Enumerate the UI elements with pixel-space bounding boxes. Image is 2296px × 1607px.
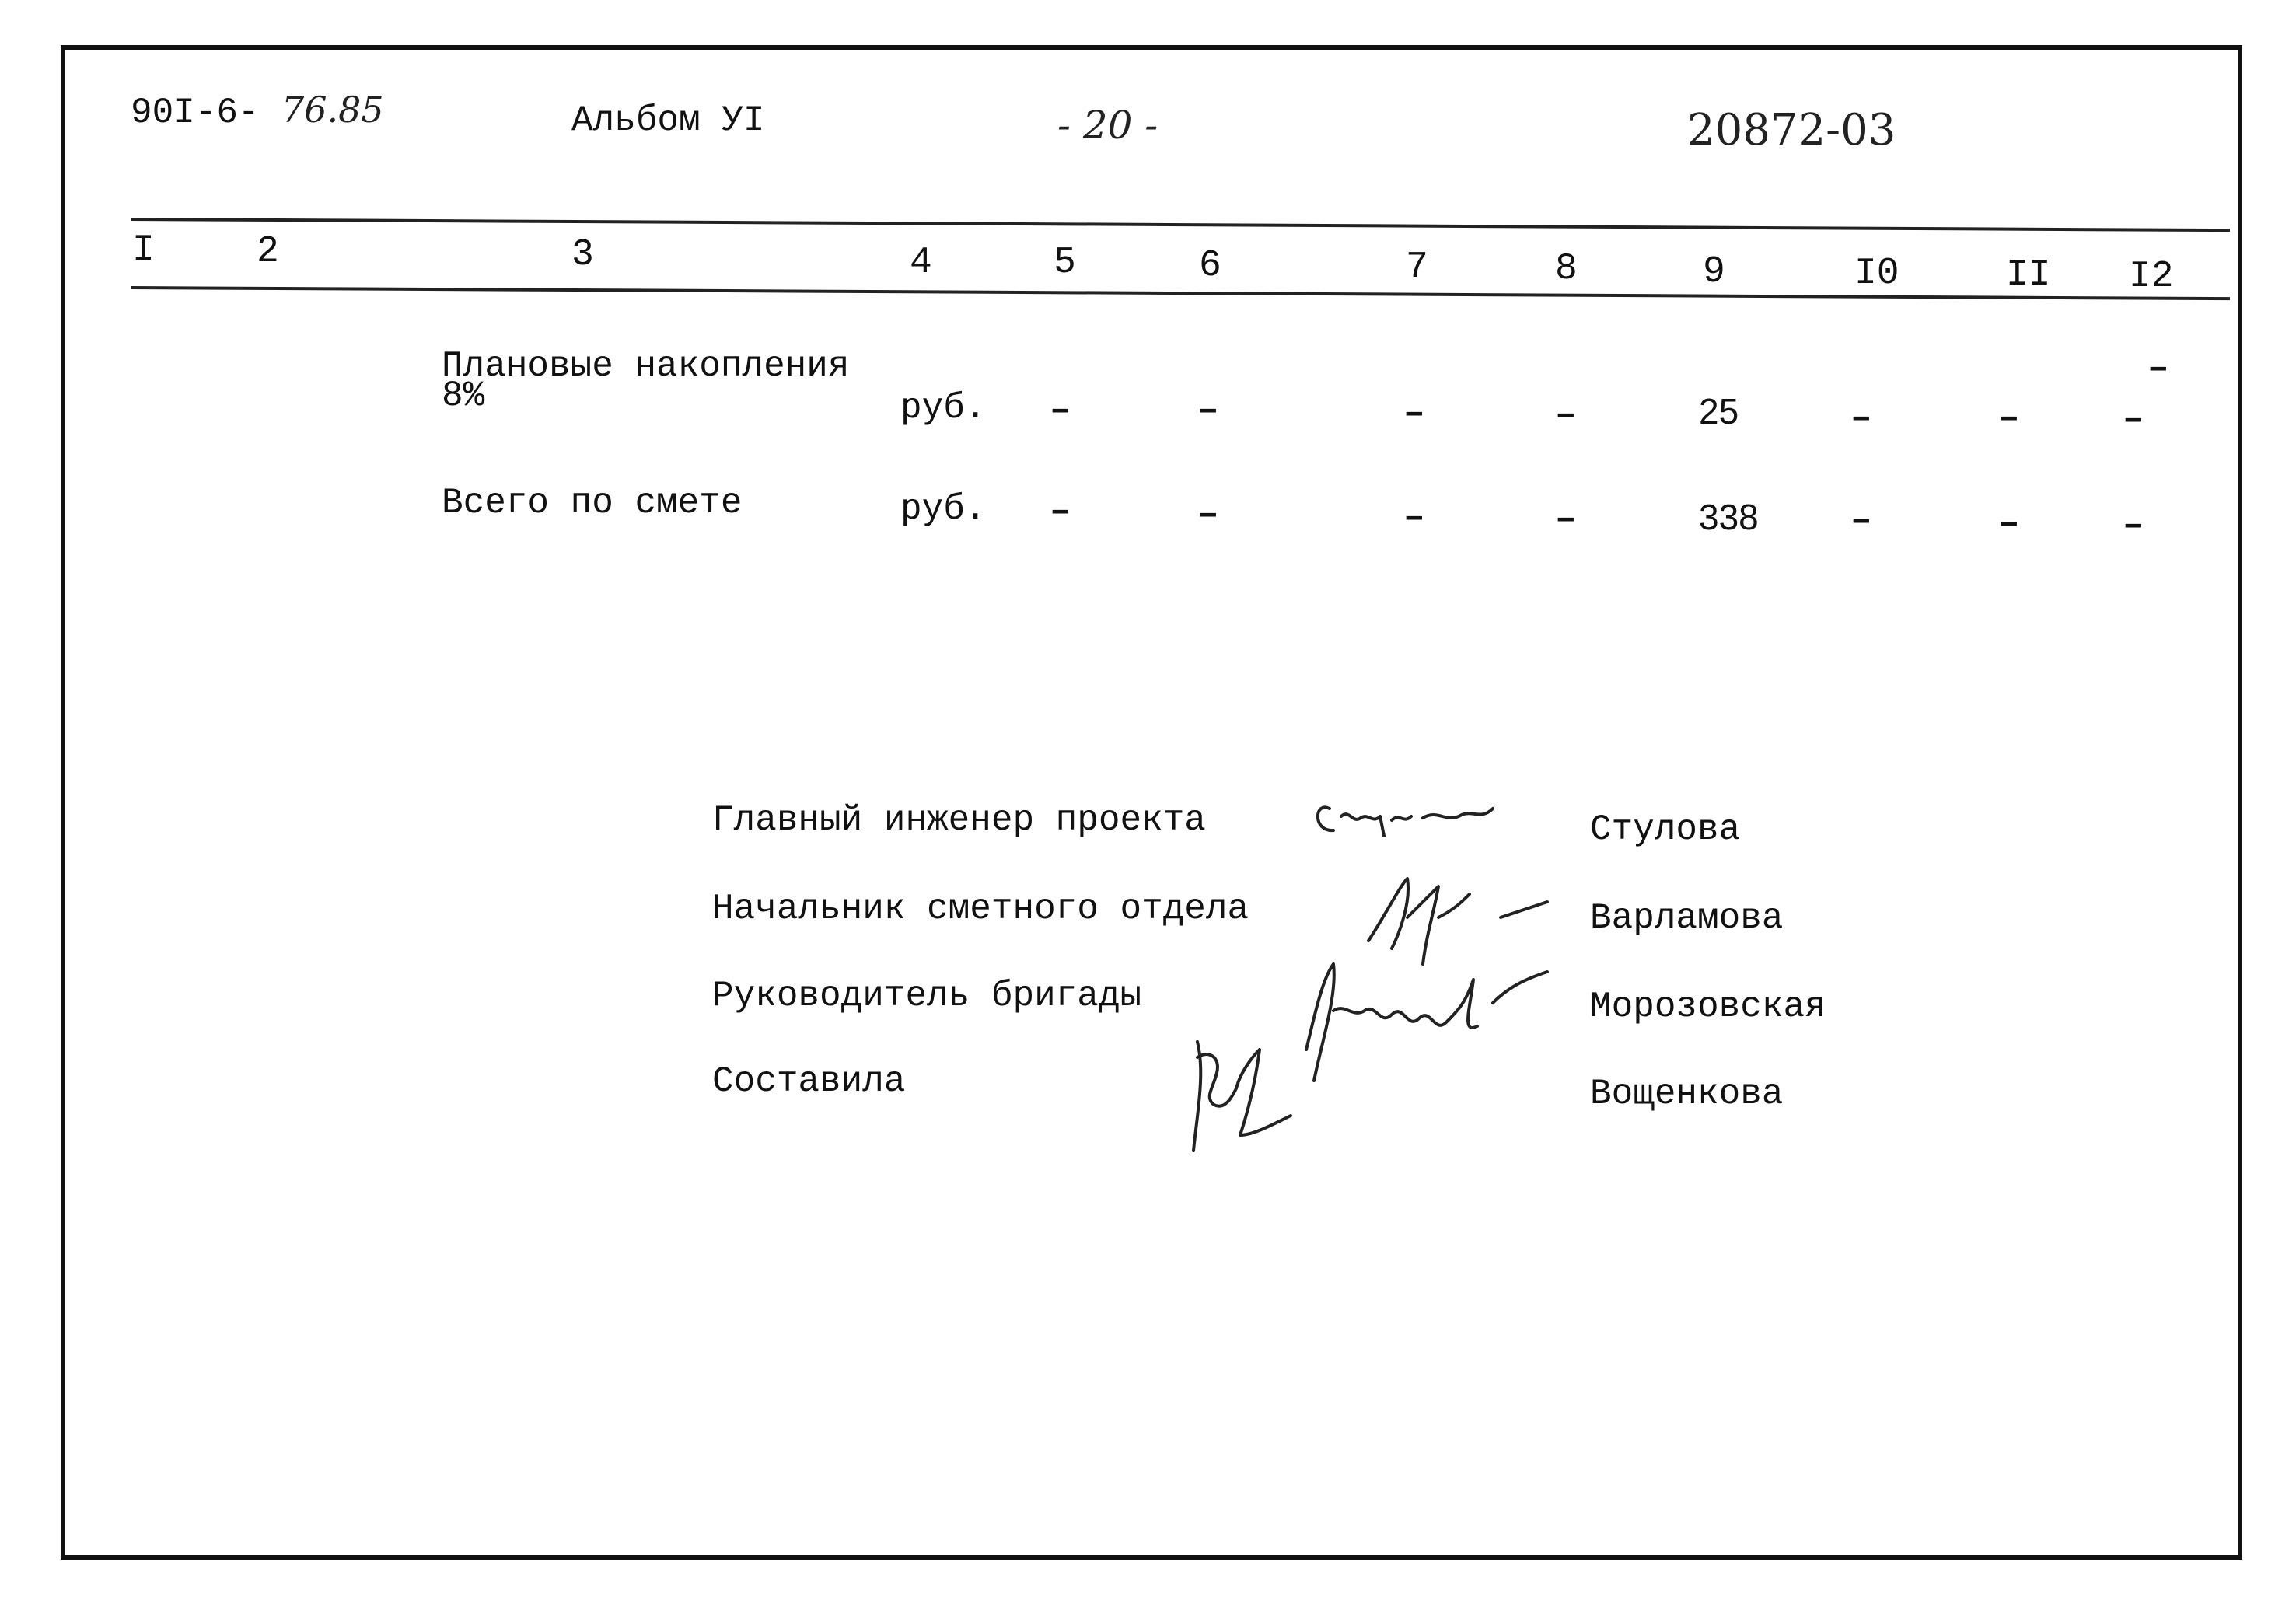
signature-role: Руководитель бригады xyxy=(712,976,1142,1016)
table-cell: – xyxy=(1403,393,1425,434)
signature-name: Вощенкова xyxy=(1590,1074,1784,1114)
table-cell: – xyxy=(2123,505,2144,546)
signature-voshchenkova xyxy=(1182,1026,1306,1158)
row-label: Плановые накопления xyxy=(442,346,850,386)
signature-name: Морозовская xyxy=(1590,987,1826,1027)
sheet-id: 20872-03 xyxy=(1687,105,1896,155)
page-number: - 20 - xyxy=(1057,103,1158,148)
table-cell: – xyxy=(1050,491,1071,532)
table-cell-value: 338 xyxy=(1699,497,1759,537)
column-number: II xyxy=(2006,254,2051,296)
row-unit: руб. xyxy=(900,388,987,428)
table-cell: – xyxy=(1998,504,2020,544)
table-cell: – xyxy=(1197,390,1219,431)
table-cell-value: 25 xyxy=(1699,391,1739,431)
signature-role: Начальник сметного отдела xyxy=(712,889,1249,929)
column-number: 7 xyxy=(1406,246,1428,288)
row-unit: руб. xyxy=(900,489,987,529)
column-number: 2 xyxy=(257,231,279,273)
table-cell: – xyxy=(1555,499,1577,540)
signature-morozovskaya xyxy=(1291,956,1571,1096)
table-cell: – xyxy=(2123,400,2144,440)
table-cell: – xyxy=(1403,498,1425,538)
row-label: Всего по смете xyxy=(442,483,743,523)
column-number: 4 xyxy=(910,242,932,284)
signature-name: Стулова xyxy=(1590,809,1741,850)
signature-name: Варламова xyxy=(1590,898,1784,938)
table-cell: – xyxy=(1850,398,1872,438)
album-label: Альбом УI xyxy=(571,100,765,141)
signature-role: Главный инженер проекта xyxy=(712,800,1206,840)
column-number: 5 xyxy=(1054,242,1076,284)
signature-stulova xyxy=(1306,777,1508,847)
column-number: 6 xyxy=(1199,245,1221,287)
column-number: I2 xyxy=(2129,256,2174,298)
table-cell: – xyxy=(1555,395,1577,435)
column-number: 3 xyxy=(571,234,594,276)
column-number: I xyxy=(132,229,155,271)
column-number: 8 xyxy=(1555,248,1578,290)
table-cell: – xyxy=(1850,501,1872,541)
row-label-line2: 8% xyxy=(442,376,485,416)
stray-dash-mark: – xyxy=(2147,348,2169,389)
document-code: 90I-6- xyxy=(131,93,260,133)
signature-role: Составила xyxy=(712,1061,906,1102)
column-number: 9 xyxy=(1703,251,1725,293)
document-code-handwritten: 76.85 xyxy=(281,89,384,131)
table-cell: – xyxy=(1050,390,1071,431)
table-cell: – xyxy=(1998,398,2020,438)
column-number: I0 xyxy=(1854,253,1899,295)
table-cell: – xyxy=(1197,494,1219,535)
